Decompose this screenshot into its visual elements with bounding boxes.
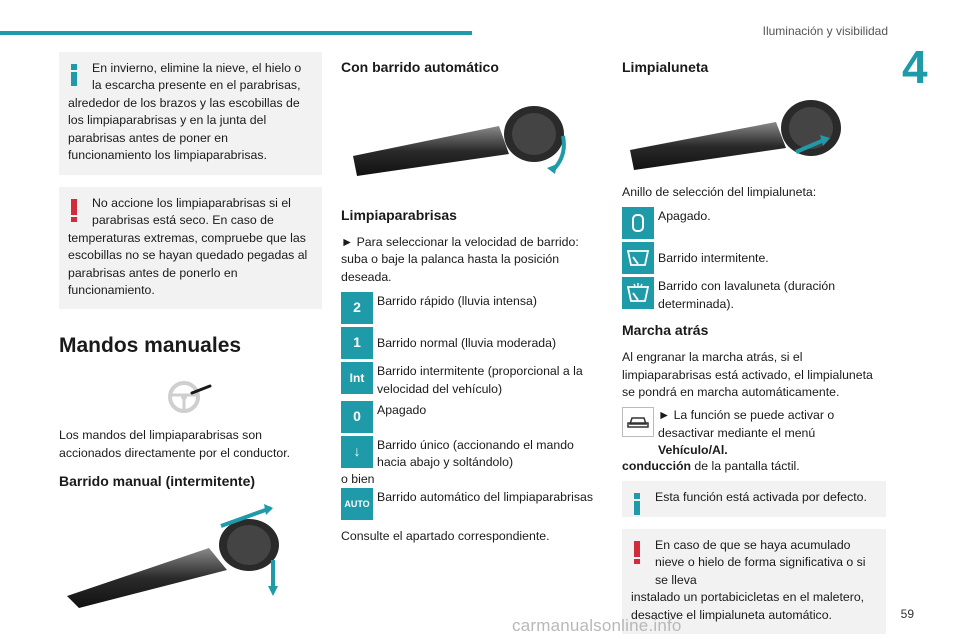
note-text: En invierno, elimine la nieve, el hielo o la escarcha presente en el parabrisas,: [92, 61, 302, 93]
column-left: [59, 52, 322, 610]
instruction-text: ► Para seleccionar la velocidad de barrido: suba o baje la palanca hasta la posición deseada.: [341, 234, 579, 284]
note-text: instalado un portabicicletas en el maletero, desactive el limpialuneta automático.: [631, 590, 865, 622]
note-text: En caso de que se haya acumulado nieve o hielo de forma significativa o si se lleva: [655, 537, 866, 587]
reverse-text: Al engranar la marcha atrás, si el limpiaparabrisas está activado, el limpialuneta se pondrá en marcha automáticamente.: [622, 350, 873, 400]
info-note: [59, 52, 322, 175]
item-text: Barrido rápido (lluvia intensa): [377, 294, 537, 309]
steering-wheel-icon: [164, 379, 322, 415]
list-item: [341, 436, 605, 472]
column-middle: [341, 52, 605, 552]
list-item: [341, 327, 605, 359]
header-accent-bar: [0, 31, 472, 35]
column-right: [622, 52, 886, 640]
info-icon: [633, 493, 641, 515]
watermark: carmanualsonline.info: [512, 616, 682, 635]
item-text: Barrido único (accionando el mando hacia abajo y soltándolo): [377, 438, 574, 470]
subsection-heading: Barrido manual (intermitente): [59, 473, 256, 490]
subsection-heading: Con barrido automático: [341, 59, 499, 75]
rear-wiper-washer-icon: [622, 277, 654, 309]
item-text: Barrido intermitente (proporcional a la velocidad del vehículo): [377, 364, 583, 396]
warning-icon: [70, 199, 78, 221]
item-text: Apagado.: [658, 209, 711, 224]
item-text: Barrido intermitente.: [658, 251, 769, 266]
section-heading: Mandos manuales: [59, 334, 242, 358]
note-text: ► La función se puede activar o desactivar mediante el menú: [658, 408, 835, 440]
item-text: Apagado: [377, 403, 427, 418]
speed-badge: 1: [341, 327, 373, 359]
ring-label: Anillo de selección del limpialuneta:: [622, 184, 817, 199]
or-text: o bien: [341, 471, 375, 486]
page-number: 59: [900, 607, 914, 621]
menu-path: Vehículo/Al.: [658, 443, 728, 458]
note-text: de la pantalla táctil.: [691, 458, 800, 473]
list-item: [341, 292, 605, 324]
list-item: [622, 242, 886, 274]
note-text: alrededor de los brazos y las escobillas de los limpiaparabrisas y en la junta del parabrisas antes de poner en funcionamiento los limpiaparabrisas.: [68, 95, 300, 163]
wiper-stalk-auto-illustration: [349, 96, 605, 186]
list-item: [341, 488, 605, 520]
car-note: [622, 407, 886, 459]
info-note: [622, 481, 886, 516]
car-icon: [622, 407, 654, 437]
item-text: Barrido automático del limpiaparabrisas: [377, 490, 593, 505]
subsection-heading: Limpialuneta: [622, 59, 709, 75]
list-item: [622, 207, 886, 239]
list-item: [622, 277, 886, 313]
subsection-heading: Marcha atrás: [622, 322, 709, 339]
subsection-heading: Limpiaparabrisas: [341, 206, 457, 223]
rear-wiper-ring-illustration: [626, 94, 886, 174]
rear-wiper-off-icon: [622, 207, 654, 239]
menu-path: conducción: [622, 458, 692, 473]
speed-badge: 0: [341, 401, 373, 433]
warning-icon: [633, 541, 641, 563]
down-arrow-icon: ↓: [341, 436, 373, 468]
list-item: [341, 362, 605, 398]
list-item: [341, 401, 605, 433]
reference-text: Consulte el apartado correspondiente.: [341, 529, 550, 544]
auto-badge: AUTO: [341, 488, 373, 520]
wiper-stalk-manual-illustration: [59, 500, 322, 610]
warning-note: [59, 187, 322, 310]
intro-text: Los mandos del limpiaparabrisas son accionados directamente por el conductor.: [59, 428, 291, 460]
note-text: Esta función está activada por defecto.: [655, 490, 867, 505]
section-title: Iluminación y visibilidad: [762, 24, 888, 38]
rear-wiper-intermittent-icon: [622, 242, 654, 274]
info-icon: [70, 64, 78, 86]
speed-badge: Int: [341, 362, 373, 394]
note-text: No accione los limpiaparabrisas si el parabrisas está seco. En caso de: [92, 195, 291, 228]
note-text: temperaturas extremas, compruebe que las escobillas no se hayan quedado pegadas al parabrisas antes de ponerlo en funcionamiento.: [68, 230, 308, 297]
speed-badge: 2: [341, 292, 373, 324]
chapter-number: 4: [902, 41, 928, 93]
item-text: Barrido con lavaluneta (duración determinada).: [658, 279, 836, 311]
item-text: Barrido normal (lluvia moderada): [377, 336, 557, 351]
